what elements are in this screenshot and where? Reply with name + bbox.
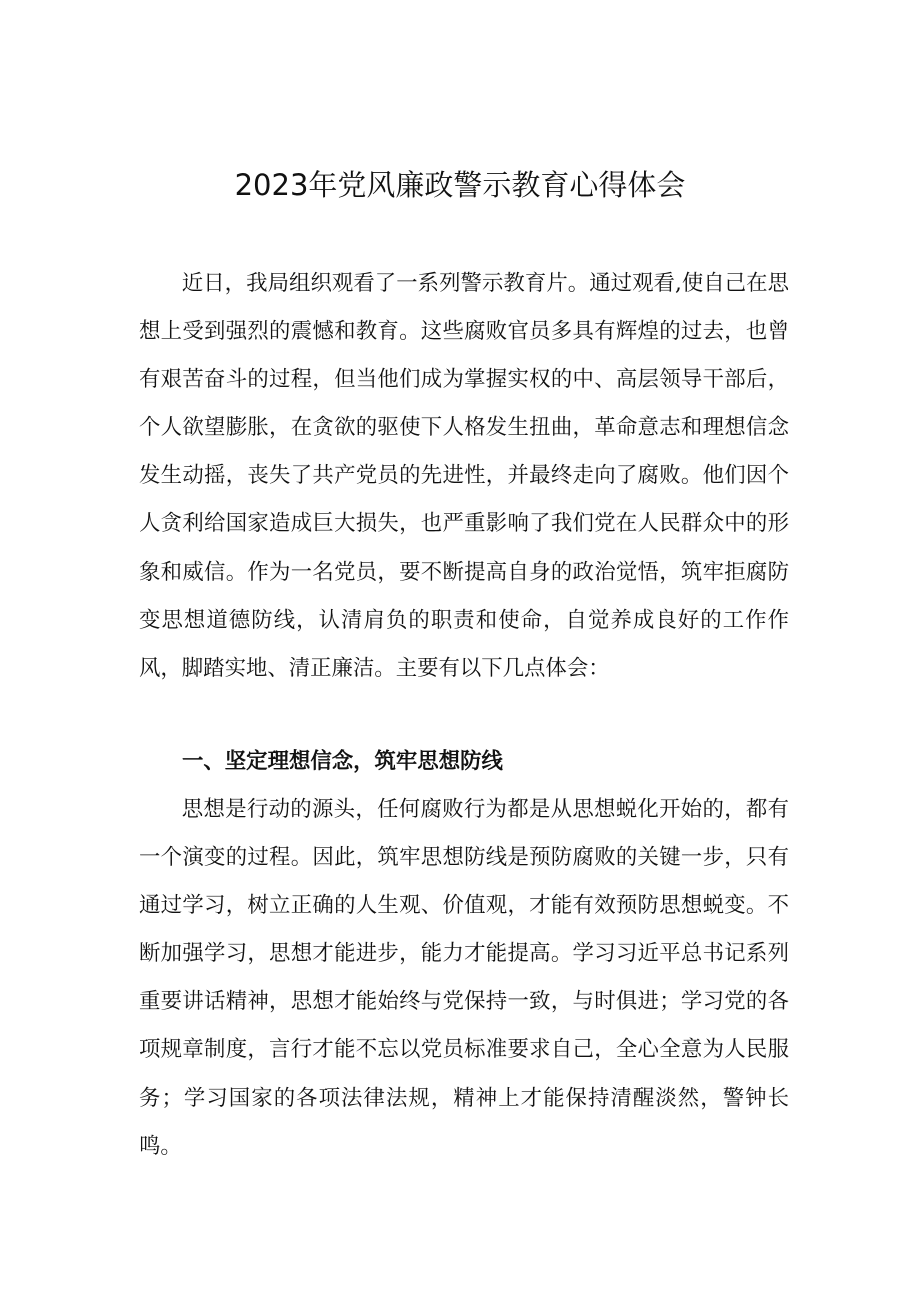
intro-paragraph: 近日，我局组织观看了一系列警示教育片。通过观看,使自己在思想上受到强烈的震憾和教育。这些腐败官员多具有辉煌的过去，也曾有艰苦奋斗的过程，但当他们成为掌握实权的中、高层领导干部后，个人欲望膨胀，在贪欲的驱使下人格发生扭曲，革命意志和理想信念发生动摇，丧失了共产党员的先进性，并最终走向了腐败。他们因个人贪利给国家造成巨大损失，也严重影响了我们党在人民群众中的形象和威信。作为一名党员，要不断提高自身的政治觉悟，筑牢拒腐防变思想道德防线，认清肩负的职责和使命，自觉养成良好的工作作风，脚踏实地、清正廉洁。主要有以下几点体会： <box>139 271 789 681</box>
document-title: 2023年党风廉政警示教育心得体会 <box>234 168 686 202</box>
section-heading-1: 一、坚定理想信念，筑牢思想防线 <box>182 749 503 774</box>
section-paragraph-1: 思想是行动的源头，任何腐败行为都是从思想蜕化开始的，都有一个演变的过程。因此，筑牢思想防线是预防腐败的关键一步，只有通过学习，树立正确的人生观、价值观，才能有效预防思想蜕变。不断加强学习，思想才能进步，能力才能提高。学习习近平总书记系列重要讲话精神，思想才能始终与党保持一致，与时俱进；学习党的各项规章制度，言行才能不忘以党员标准要求自己，全心全意为人民服务；学习国家的各项法律法规，精神上才能保持清醒淡然，警钟长鸣。 <box>139 797 789 1159</box>
